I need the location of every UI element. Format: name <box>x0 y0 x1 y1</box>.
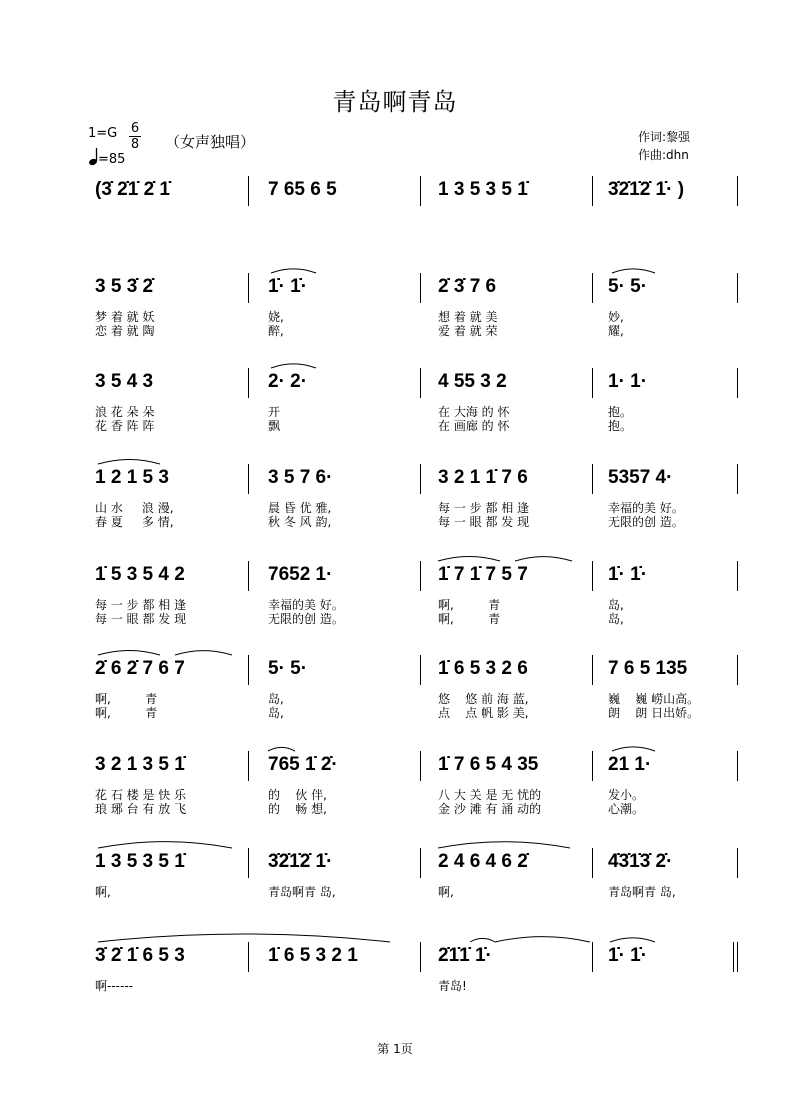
slur-arc <box>515 557 572 561</box>
measure-notes: 3 5 4 3 <box>95 371 154 392</box>
lyric-line-2: 醉, <box>268 324 284 338</box>
lyric-line-1: 开 <box>268 405 281 419</box>
lyric-line-1: 晨 昏 优 雅, <box>268 501 332 515</box>
measure-notes: 5· 5· <box>608 276 648 297</box>
lyric-line-1: 幸福的美 好。 <box>608 501 684 515</box>
slur-arc <box>98 459 160 464</box>
lyric-line-1: 青岛! <box>438 979 467 993</box>
key-signature: 1=G <box>88 126 118 141</box>
composer: 作曲:dhn <box>638 148 689 162</box>
lyric-line-1: 巍 巍 崂山高。 <box>608 692 700 706</box>
lyric-line-2: 恋 着 就 陶 <box>95 324 155 338</box>
measure-notes: 4 55 3 2 <box>438 371 507 392</box>
performance-note: （女声独唱） <box>165 133 256 151</box>
time-signature-bottom: 8 <box>130 137 140 152</box>
measure-notes: 3 5 7 6· <box>268 467 333 488</box>
measure-notes: 1̇ 7 6 5 4 35 <box>438 754 539 775</box>
lyric-line-2: 的 畅 想, <box>268 802 327 816</box>
measure-notes: 1̇ 7 1̇ 7 5 7 <box>438 564 528 585</box>
lyric-line-2: 岛, <box>608 612 624 626</box>
lyric-line-1: 在 大海 的 怀 <box>438 405 510 419</box>
lyric-line-2: 点 点 帆 影 美, <box>438 706 529 720</box>
measure-notes: 3̇ 2̇ 1̇ 6 5 3 <box>95 945 185 966</box>
slur-arc <box>612 269 655 273</box>
lyric-line-2: 爱 着 就 荣 <box>438 324 498 338</box>
slur-arc <box>438 842 570 848</box>
lyric-line-1: 啊------ <box>95 979 133 993</box>
tempo-value: =85 <box>98 152 126 167</box>
measure-notes: 2̇ 6 2̇ 7 6 7 <box>95 658 185 679</box>
lyric-line-2: 每 一 眼 都 发 现 <box>438 515 530 529</box>
measure-notes: 2· 2· <box>268 371 308 392</box>
measure-notes: 2 4 6 4 6 2̇ <box>438 851 528 872</box>
measure-notes: 7652 1· <box>268 564 333 585</box>
measure-notes: 1 2 1 5 3 <box>95 467 169 488</box>
lyric-line-1: 青岛啊青 岛, <box>268 885 336 899</box>
lyric-line-2: 每 一 眼 都 发 现 <box>95 612 187 626</box>
slur-arc <box>495 937 590 942</box>
measure-notes: 1̇ 6 5 3 2 1 <box>268 945 358 966</box>
lyric-line-1: 幸福的美 好。 <box>268 598 344 612</box>
lyric-line-1: 岛, <box>268 692 284 706</box>
measure-notes: 3 2 1 3 5 1̇ <box>95 754 185 775</box>
page-number: 第 1页 <box>377 1042 413 1056</box>
measure-notes: 3 2 1 1̇ 7 6 <box>438 467 528 488</box>
time-signature-top: 6 <box>130 121 140 136</box>
slur-arc <box>271 364 316 368</box>
lyric-line-2: 朗 朗 日出娇。 <box>608 706 700 720</box>
lyric-line-1: 梦 着 就 妖 <box>95 310 155 324</box>
measure-notes: 3̇2̇1̇2̇ 1̇· ) <box>608 179 685 200</box>
measure-notes: 1̇· 1̇· <box>608 564 648 585</box>
lyric-line-1: 啊, 青 <box>95 692 158 706</box>
measure-notes: 5· 5· <box>268 658 308 679</box>
lyric-line-2: 琅 琊 台 有 放 飞 <box>95 802 187 816</box>
lyric-line-2: 飘 <box>268 419 281 433</box>
slur-arc <box>612 747 655 751</box>
lyric-line-2: 啊, 青 <box>438 612 501 626</box>
lyric-line-1: 浪 花 朵 朵 <box>95 405 155 419</box>
measure-notes: 765 1̇ 2̇· <box>268 754 338 775</box>
slur-arc <box>175 651 232 655</box>
lyric-line-1: 娆, <box>268 310 284 324</box>
lyric-line-1: 啊, <box>95 885 111 899</box>
lyric-line-2: 岛, <box>268 706 284 720</box>
slur-arc <box>438 556 500 561</box>
lyric-line-1: 悠 悠 前 海 蓝, <box>438 692 529 706</box>
lyric-line-1: 妙, <box>608 310 624 324</box>
slur-arc <box>470 938 495 942</box>
lyricist: 作词:黎强 <box>638 130 691 144</box>
lyric-line-2: 耀, <box>608 324 624 338</box>
measure-notes: 1̇· 1̇· <box>268 276 308 297</box>
lyric-line-1: 岛, <box>608 598 624 612</box>
lyric-line-1: 山 水 浪 漫, <box>95 501 174 515</box>
measure-notes: 1̇ 5 3 5 4 2 <box>95 564 185 585</box>
lyric-line-1: 抱。 <box>608 405 633 419</box>
measure-notes: 1 3 5 3 5 1̇ <box>438 179 528 200</box>
lyric-line-2: 秋 冬 风 韵, <box>268 515 332 529</box>
lyric-line-2: 抱。 <box>608 419 633 433</box>
lyric-line-1: 的 伙 伴, <box>268 788 327 802</box>
slur-arc <box>98 650 160 655</box>
lyric-line-2: 金 沙 滩 有 涌 动的 <box>438 802 542 816</box>
measure-notes: 4̇3̇1̇3̇ 2̇· <box>608 851 673 872</box>
slur-arc <box>268 747 295 751</box>
lyric-line-2: 无限的创 造。 <box>608 515 684 529</box>
measure-notes: 2̇1̇1̇ 1̇· <box>438 945 492 966</box>
lyric-line-1: 青岛啊青 岛, <box>608 885 676 899</box>
lyric-line-2: 无限的创 造。 <box>268 612 344 626</box>
lyric-line-2: 在 画廊 的 怀 <box>438 419 510 433</box>
lyric-line-1: 每 一 步 都 相 逢 <box>438 501 530 515</box>
lyric-line-1: 想 着 就 美 <box>438 310 498 324</box>
lyric-line-1: 花 石 楼 是 快 乐 <box>95 788 187 802</box>
measure-notes: 21 1· <box>608 754 652 775</box>
slur-arc <box>610 938 655 942</box>
measure-notes: 1̇· 1̇· <box>608 945 648 966</box>
lyric-line-2: 心潮。 <box>608 802 645 816</box>
measure-notes: 7 65 6 5 <box>268 179 337 200</box>
measure-notes: 3 5 3̇ 2̇ <box>95 276 154 297</box>
lyric-line-1: 啊, 青 <box>438 598 501 612</box>
slur-arc <box>98 934 390 942</box>
measure-notes: 2̇ 3̇ 7 6 <box>438 276 497 297</box>
measure-notes: 5357 4· <box>608 467 673 488</box>
lyric-line-2: 花 香 阵 阵 <box>95 419 155 433</box>
lyric-line-2: 啊, 青 <box>95 706 158 720</box>
lyric-line-1: 八 大 关 是 无 忧的 <box>438 788 542 802</box>
measure-notes: 1̇ 6 5 3 2 6 <box>438 658 528 679</box>
lyric-line-2: 春 夏 多 情, <box>95 515 174 529</box>
lyric-line-1: 啊, <box>438 885 454 899</box>
lyric-line-1: 发小。 <box>608 788 645 802</box>
measure-notes: 1 3 5 3 5 1̇ <box>95 851 185 872</box>
measure-notes: 1· 1· <box>608 371 648 392</box>
song-title: 青岛啊青岛 <box>332 88 458 116</box>
slur-arc <box>271 269 316 273</box>
measure-notes: 3̇2̇1̇2̇ 1̇· <box>268 851 333 872</box>
measure-notes: 7 6 5 135 <box>608 658 688 679</box>
lyric-line-1: 每 一 步 都 相 逢 <box>95 598 187 612</box>
measure-notes: (3̇ 2̇1̇ 2̇ 1̇ <box>95 179 170 200</box>
slur-arc <box>98 842 232 848</box>
